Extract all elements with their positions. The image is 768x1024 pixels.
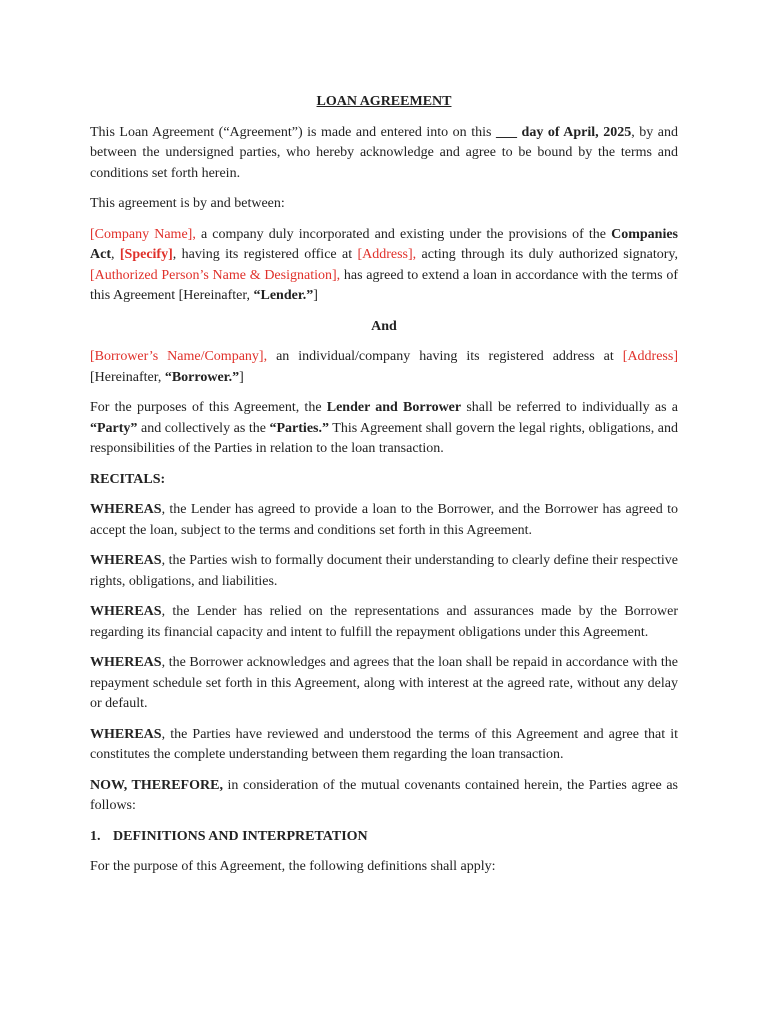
intro-text-2: , by and between the undersigned parties, who hereby acknowledge and agree to be bound by the terms and conditions set forth herein. — [90, 124, 679, 181]
whereas-word: WHEREAS — [90, 553, 162, 568]
whereas-word: WHEREAS — [90, 726, 162, 742]
recital-text: , the Lender has agreed to provide a loan to the Borrower, and the Borrower has agreed to accept the loan, subject to the terms and conditions set forth in this Agreement. — [90, 502, 678, 538]
intro-paragraph — [90, 123, 678, 185]
whereas-word: WHEREAS — [90, 655, 162, 670]
borrower-text-1: an individual/company having its registered address at — [267, 349, 623, 364]
section-1-number: 1. — [90, 828, 101, 844]
purposes-bold-1: Lender and Borrower — [326, 400, 462, 415]
purposes-bold-2: “Party” — [90, 420, 138, 436]
now-therefore-paragraph — [90, 776, 678, 817]
recital-2 — [90, 551, 678, 592]
section-1-text: For the purpose of this Agreement, the following definitions shall apply: — [90, 859, 496, 874]
recital-4 — [90, 653, 678, 715]
purposes-text-1: For the purposes of this Agreement, the — [90, 400, 327, 415]
borrower-paragraph — [90, 347, 678, 388]
borrower-text-2: [Hereinafter, — [90, 369, 165, 385]
purposes-text-2: shall be referred to individually as a — [461, 400, 678, 415]
lender-text-6: ] — [313, 288, 318, 303]
whereas-word: WHEREAS — [90, 502, 162, 517]
intro-date: day of April, 2025 — [517, 124, 632, 140]
purposes-text-4: This Agreement shall govern the legal rights, obligations, and responsibilities of the Parties in relation to the loan transaction. — [90, 420, 678, 456]
recital-text: , the Parties have reviewed and understood the terms of this Agreement and agree that it constitutes the complete understanding between them regarding the loan transaction. — [90, 726, 678, 762]
borrower-name-placeholder: [Borrower’s Name/Company], — [90, 349, 268, 364]
now-therefore-bold: NOW, THEREFORE, — [90, 777, 223, 793]
document-page — [90, 92, 678, 888]
purposes-text-3: and collectively as the — [137, 420, 270, 436]
specify-placeholder: [Specify] — [119, 247, 173, 262]
purposes-paragraph — [90, 398, 678, 460]
lender-company-placeholder: [Company Name], — [90, 226, 196, 242]
lender-text-4: acting through its duly authorized signatory, — [416, 247, 678, 262]
lender-paragraph — [90, 225, 678, 307]
lender-text-1: a company duly incorporated and existing under the provisions of the — [195, 226, 612, 242]
lender-address-placeholder: [Address], — [357, 247, 417, 262]
purposes-bold-3: “Parties.” — [269, 420, 329, 436]
recital-text: , the Parties wish to formally document their understanding to clearly define their respective rights, obligations, and liabilities. — [90, 553, 678, 589]
recital-3 — [90, 602, 678, 643]
recital-1 — [90, 500, 678, 541]
and-separator: And — [371, 318, 397, 334]
signatory-placeholder: [Authorized Person’s Name & Designation], — [90, 267, 341, 283]
recital-text: , the Borrower acknowledges and agrees that the loan shall be repaid in accordance with the repayment schedule set forth in this Agreement, along with interest at the agreed rate, without any delay or default. — [90, 655, 678, 711]
section-1-heading — [90, 827, 678, 848]
lender-label: “Lender.” — [253, 288, 314, 303]
intro-blank: ___ — [496, 124, 517, 140]
lender-text-2: , — [111, 247, 120, 262]
section-1-title: DEFINITIONS AND INTERPRETATION — [113, 828, 368, 844]
companies-act: Companies Act — [90, 226, 678, 262]
borrower-label: “Borrower.” — [164, 369, 240, 385]
borrower-address-placeholder: [Address] — [622, 349, 678, 364]
lender-text-3: , having its registered office at — [172, 247, 358, 262]
whereas-word: WHEREAS — [90, 604, 162, 619]
by-between-paragraph: This agreement is by and between: — [90, 196, 285, 211]
document-title: LOAN AGREEMENT — [316, 94, 452, 109]
intro-text-1: This Loan Agreement (“Agreement”) is made and entered into on this — [90, 124, 496, 140]
now-therefore-text: in consideration of the mutual covenants contained herein, the Parties agree as follows: — [90, 777, 678, 813]
recital-5 — [90, 725, 678, 766]
lender-text-5: has agreed to extend a loan in accordance with the terms of this Agreement [Hereinafter, — [90, 267, 678, 303]
borrower-text-3: ] — [239, 369, 244, 385]
recital-text: , the Lender has relied on the representations and assurances made by the Borrower regarding its financial capacity and intent to fulfill the repayment obligations under this Agreement. — [90, 604, 678, 640]
recitals-heading: RECITALS: — [90, 471, 166, 487]
